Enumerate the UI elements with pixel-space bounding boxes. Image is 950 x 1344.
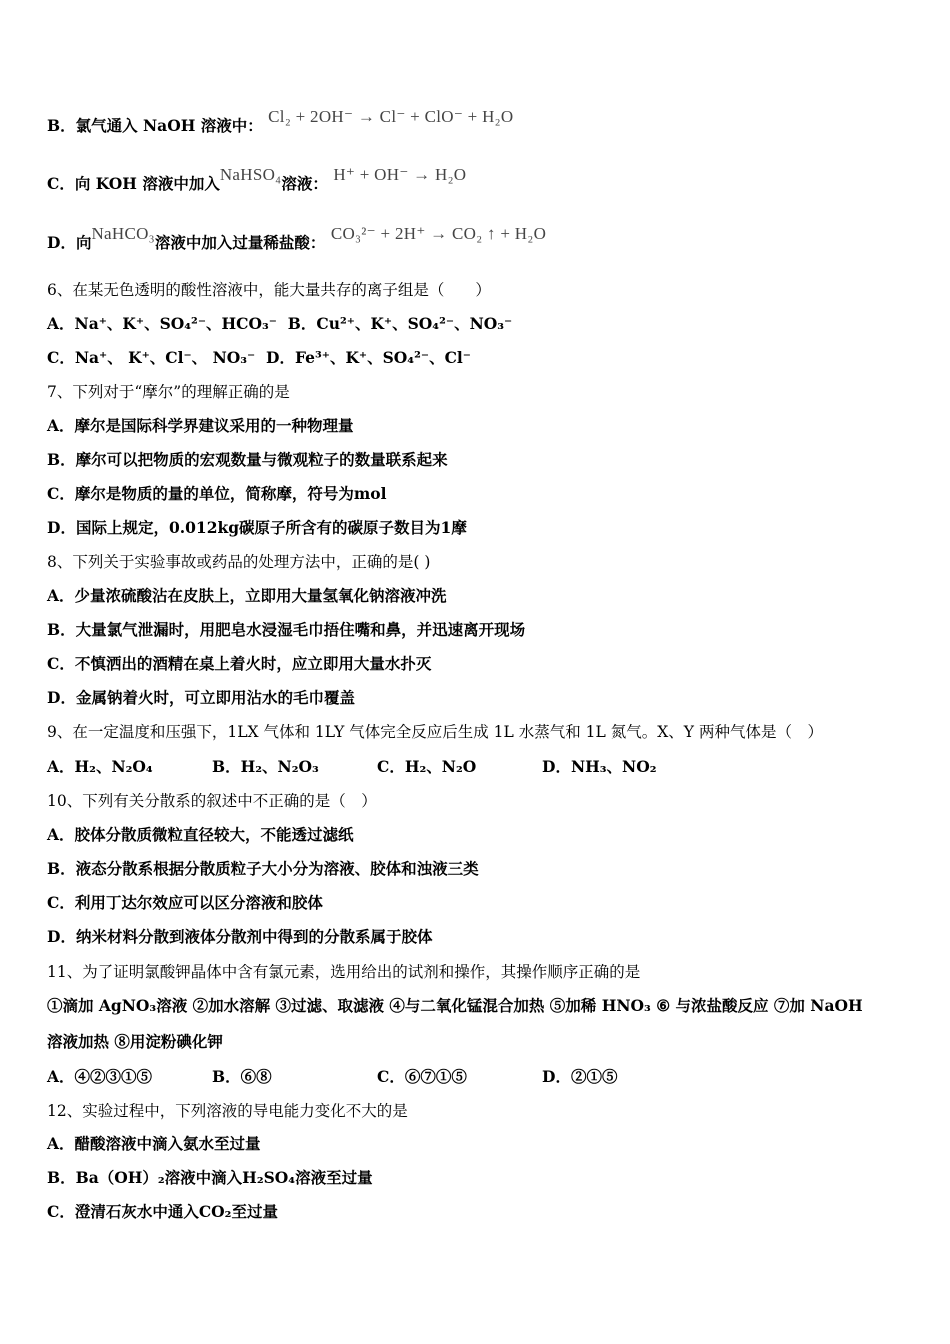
q5-d-equation: CO₃²⁻ + 2H⁺ → CO₂ ↑ + H₂O	[330, 224, 547, 243]
q11-option-b: B．⑥⑧	[212, 1067, 272, 1086]
q5-option-b: B．氯气通入 NaOH 溶液中： Cl₂ + 2OH⁻ → Cl⁻ + ClO⁻ + H₂O	[47, 107, 514, 135]
q10-stem: 10、下列有关分散系的叙述中不正确的是（ ）	[47, 792, 377, 810]
q11-operations-line1: ①滴加 AgNO₃溶液 ②加水溶解 ③过滤、取滤液 ④与二氧化锰混合加热 ⑤加稀 HNO₃ ⑥ 与浓盐酸反应 ⑦加 NaOH	[47, 996, 863, 1015]
q5-b-equation: Cl₂ + 2OH⁻ → Cl⁻ + ClO⁻ + H₂O	[268, 107, 514, 126]
q6-stem: 6、在某无色透明的酸性溶液中，能大量共存的离子组是（ ）	[47, 281, 491, 299]
q12-option-a: A．醋酸溶液中滴入氨水至过量	[47, 1134, 261, 1153]
q5-c-reagent: NaHSO₄	[219, 165, 282, 184]
q11-options	[47, 1067, 617, 1087]
q5-c-equation: H⁺ + OH⁻ → H₂O	[333, 165, 467, 184]
q5-option-d: D．向NaHCO₃溶液中加入过量稀盐酸： CO₃²⁻ + 2H⁺ → CO₂ ↑ + H₂O	[47, 224, 547, 252]
q7-stem: 7、下列对于“摩尔”的理解正确的是	[47, 383, 290, 401]
q10-option-d: D．纳米材料分散到液体分散剂中得到的分散系属于胶体	[47, 927, 433, 946]
q11-option-d: D．②①⑤	[542, 1067, 618, 1086]
q9-option-c: C．H₂、N₂O	[377, 757, 477, 776]
q10-option-a: A．胶体分散质微粒直径较大，不能透过滤纸	[47, 825, 354, 844]
q8-option-b: B．大量氯气泄漏时，用肥皂水浸湿毛巾捂住嘴和鼻，并迅速离开现场	[47, 620, 526, 639]
q7-option-a: A．摩尔是国际科学界建议采用的一种物理量	[47, 416, 354, 435]
q8-stem: 8、下列关于实验事故或药品的处理方法中，正确的是( )	[47, 553, 431, 571]
q12-option-c: C．澄清石灰水中通入CO₂至过量	[47, 1202, 278, 1221]
q6-options-cd	[47, 348, 471, 368]
q9-stem: 9、在一定温度和压强下，1LX 气体和 1LY 气体完全反应后生成 1L 水蒸气和 1L 氮气。X、Y 两种气体是（ ）	[47, 723, 823, 741]
q8-option-a: A．少量浓硫酸沾在皮肤上，立即用大量氢氧化钠溶液冲洗	[47, 586, 447, 605]
q10-option-b: B．液态分散系根据分散质粒子大小分为溶液、胶体和浊液三类	[47, 859, 479, 878]
q5-d-reagent: NaHCO₃	[91, 224, 155, 243]
q12-stem: 12、实验过程中，下列溶液的导电能力变化不大的是	[47, 1102, 408, 1120]
q7-option-b: B．摩尔可以把物质的宏观数量与微观粒子的数量联系起来	[47, 450, 448, 469]
q9-options	[47, 757, 657, 777]
q6-option-b: B．Cu²⁺、K⁺、SO₄²⁻、NO₃⁻	[287, 314, 513, 333]
q10-option-c: C．利用丁达尔效应可以区分溶液和胶体	[47, 893, 323, 912]
q11-option-c: C．⑥⑦①⑤	[377, 1067, 467, 1086]
q8-option-d: D．金属钠着火时，可立即用沾水的毛巾覆盖	[47, 688, 355, 707]
q6-option-d: D．Fe³⁺、K⁺、SO₄²⁻、Cl⁻	[266, 348, 471, 367]
q9-option-b: B．H₂、N₂O₃	[212, 757, 319, 776]
q6-option-c: C．Na⁺、 K⁺、Cl⁻、 NO₃⁻	[47, 348, 256, 367]
q8-option-c: C．不慎洒出的酒精在桌上着火时，应立即用大量水扑灭	[47, 654, 432, 673]
q9-option-d: D．NH₃、NO₂	[542, 757, 657, 776]
q11-stem: 11、为了证明氯酸钾晶体中含有氯元素，选用给出的试剂和操作，其操作顺序正确的是	[47, 963, 641, 981]
q7-option-d: D．国际上规定，0.012kg碳原子所含有的碳原子数目为1摩	[47, 518, 467, 537]
q11-operations-line2: 溶液加热 ⑧用淀粉碘化钾	[47, 1032, 223, 1051]
q6-option-a: A．Na⁺、K⁺、SO₄²⁻、HCO₃⁻	[47, 314, 277, 333]
q12-option-b: B．Ba（OH）₂溶液中滴入H₂SO₄溶液至过量	[47, 1168, 373, 1187]
q6-options-ab	[47, 314, 512, 334]
q7-option-c: C．摩尔是物质的量的单位，简称摩，符号为mol	[47, 484, 387, 503]
q9-option-a: A．H₂、N₂O₄	[47, 757, 153, 776]
q11-option-a: A．④②③①⑤	[47, 1067, 153, 1086]
q5-option-c: C．向 KOH 溶液中加入NaHSO₄溶液： H⁺ + OH⁻ → H₂O	[47, 165, 467, 193]
